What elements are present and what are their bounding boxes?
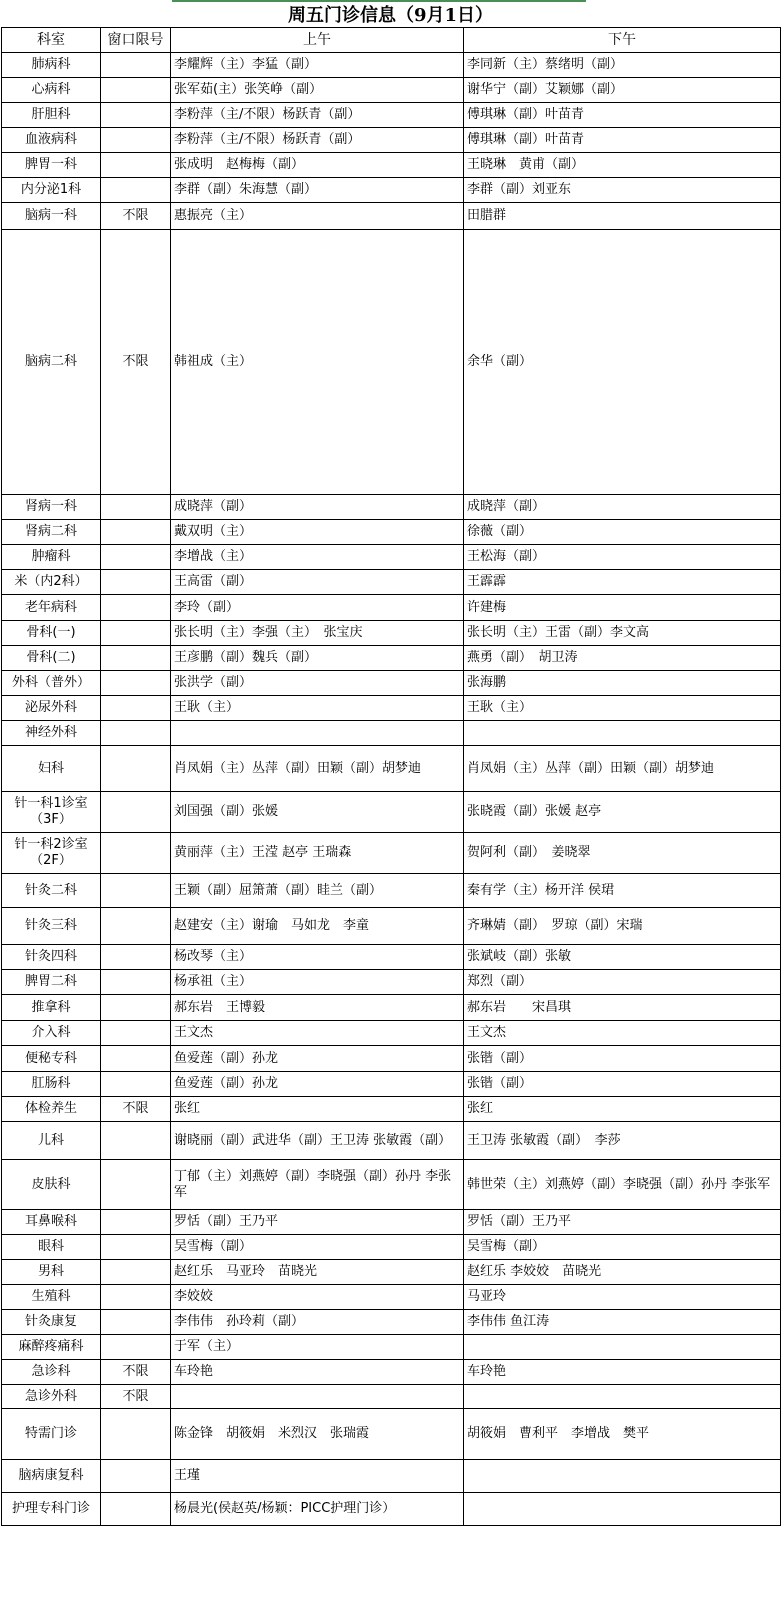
cell-afternoon: 余华（副） bbox=[464, 230, 781, 495]
cell-afternoon: 马亚玲 bbox=[464, 1285, 781, 1310]
cell-window-limit: 不限 bbox=[101, 1360, 171, 1385]
table-row bbox=[2, 1210, 781, 1235]
cell-afternoon: 王卫涛 张敏霞（副） 李莎 bbox=[464, 1122, 781, 1160]
cell-morning: 张长明（主）李强（主） 张宝庆 bbox=[171, 621, 464, 646]
cell-morning: 杨晨光(侯赵英/杨颖：PICC护理门诊） bbox=[171, 1493, 464, 1526]
cell-afternoon: 田腊群 bbox=[464, 203, 781, 230]
cell-window-limit bbox=[101, 1493, 171, 1526]
cell-department: 肛肠科 bbox=[2, 1072, 101, 1097]
cell-department: 护理专科门诊 bbox=[2, 1493, 101, 1526]
cell-department: 内分泌1科 bbox=[2, 178, 101, 203]
cell-morning: 丁郁（主）刘燕婷（副）李晓强（副）孙丹 李张军 bbox=[171, 1160, 464, 1210]
cell-morning: 王文杰 bbox=[171, 1021, 464, 1046]
cell-morning: 车玲艳 bbox=[171, 1360, 464, 1385]
cell-afternoon: 许建梅 bbox=[464, 595, 781, 621]
cell-morning: 鱼爱莲（副）孙龙 bbox=[171, 1072, 464, 1097]
cell-afternoon: 张晓霞（副）张媛 赵亭 bbox=[464, 792, 781, 833]
table-row bbox=[2, 1160, 781, 1210]
cell-department: 老年病科 bbox=[2, 595, 101, 621]
cell-morning: 黄丽萍（主）王滢 赵亭 王瑞森 bbox=[171, 833, 464, 874]
cell-morning: 罗恬（副）王乃平 bbox=[171, 1210, 464, 1235]
cell-afternoon: 肖凤娟（主）丛萍（副）田颖（副）胡梦迪 bbox=[464, 746, 781, 792]
table-row bbox=[2, 78, 781, 103]
cell-morning bbox=[171, 721, 464, 746]
cell-window-limit bbox=[101, 696, 171, 721]
cell-afternoon: 王松海（副） bbox=[464, 545, 781, 570]
header-window-limit: 窗口限号 bbox=[101, 28, 171, 53]
cell-morning: 王高雷（副） bbox=[171, 570, 464, 595]
cell-morning: 肖凤娟（主）丛萍（副）田颖（副）胡梦迪 bbox=[171, 746, 464, 792]
cell-department: 急诊外科 bbox=[2, 1385, 101, 1409]
cell-window-limit bbox=[101, 671, 171, 696]
cell-afternoon: 李伟伟 鱼江涛 bbox=[464, 1310, 781, 1335]
table-row bbox=[2, 1122, 781, 1160]
cell-department: 推拿科 bbox=[2, 995, 101, 1021]
cell-morning: 成晓萍（副） bbox=[171, 495, 464, 520]
table-row bbox=[2, 995, 781, 1021]
cell-afternoon: 王晓琳 黄甫（副） bbox=[464, 153, 781, 178]
cell-afternoon: 秦有学（主）杨开洋 侯珺 bbox=[464, 874, 781, 908]
cell-window-limit bbox=[101, 621, 171, 646]
cell-window-limit bbox=[101, 792, 171, 833]
table-row bbox=[2, 1409, 781, 1460]
table-row bbox=[2, 230, 781, 495]
cell-afternoon: 王霹霹 bbox=[464, 570, 781, 595]
cell-morning: 王彦鹏（副）魏兵（副） bbox=[171, 646, 464, 671]
table-row bbox=[2, 671, 781, 696]
cell-department: 脑病一科 bbox=[2, 203, 101, 230]
cell-afternoon: 傅琪琳（副）叶苗青 bbox=[464, 128, 781, 153]
cell-afternoon: 吴雪梅（副） bbox=[464, 1235, 781, 1260]
table-row bbox=[2, 621, 781, 646]
table-row bbox=[2, 970, 781, 995]
table-row bbox=[2, 1097, 781, 1122]
table-row bbox=[2, 908, 781, 945]
table-row bbox=[2, 520, 781, 545]
table-row bbox=[2, 1072, 781, 1097]
cell-afternoon: 成晓萍（副） bbox=[464, 495, 781, 520]
cell-morning: 谢晓丽（副）武进华（副）王卫涛 张敏霞（副） bbox=[171, 1122, 464, 1160]
table-row bbox=[2, 570, 781, 595]
cell-department: 针一科1诊室（3F） bbox=[2, 792, 101, 833]
cell-morning: 王颖（副）屈箫萧（副）眭兰（副） bbox=[171, 874, 464, 908]
cell-morning: 杨改琴（主） bbox=[171, 945, 464, 970]
cell-afternoon bbox=[464, 1335, 781, 1360]
cell-window-limit bbox=[101, 1335, 171, 1360]
cell-department: 体检养生 bbox=[2, 1097, 101, 1122]
cell-department: 耳鼻喉科 bbox=[2, 1210, 101, 1235]
cell-afternoon: 王文杰 bbox=[464, 1021, 781, 1046]
cell-department: 肾病一科 bbox=[2, 495, 101, 520]
cell-afternoon bbox=[464, 1385, 781, 1409]
page-title: 周五门诊信息（9月1日） bbox=[287, 5, 494, 26]
cell-morning: 陈金锋 胡筱娟 米烈汉 张瑞霞 bbox=[171, 1409, 464, 1460]
cell-department: 泌尿外科 bbox=[2, 696, 101, 721]
table-row bbox=[2, 792, 781, 833]
cell-department: 男科 bbox=[2, 1260, 101, 1285]
cell-afternoon: 燕勇（副） 胡卫涛 bbox=[464, 646, 781, 671]
table-row bbox=[2, 1360, 781, 1385]
cell-department: 脾胃一科 bbox=[2, 153, 101, 178]
cell-window-limit bbox=[101, 970, 171, 995]
cell-department: 针灸二科 bbox=[2, 874, 101, 908]
cell-window-limit bbox=[101, 595, 171, 621]
cell-afternoon: 张锴（副） bbox=[464, 1072, 781, 1097]
table-row bbox=[2, 945, 781, 970]
cell-morning: 李伟伟 孙玲莉（副） bbox=[171, 1310, 464, 1335]
table-row bbox=[2, 1285, 781, 1310]
cell-afternoon: 张斌岐（副）张敏 bbox=[464, 945, 781, 970]
cell-window-limit bbox=[101, 874, 171, 908]
cell-department: 皮肤科 bbox=[2, 1160, 101, 1210]
cell-afternoon: 张红 bbox=[464, 1097, 781, 1122]
cell-window-limit bbox=[101, 570, 171, 595]
cell-morning: 韩祖成（主） bbox=[171, 230, 464, 495]
cell-morning: 张成明 赵梅梅（副） bbox=[171, 153, 464, 178]
table-row bbox=[2, 833, 781, 874]
table-row bbox=[2, 1310, 781, 1335]
cell-morning: 王耿（主） bbox=[171, 696, 464, 721]
header-morning: 上午 bbox=[171, 28, 464, 53]
cell-window-limit: 不限 bbox=[101, 1385, 171, 1409]
cell-morning: 杨承祖（主） bbox=[171, 970, 464, 995]
cell-morning: 惠振亮（主） bbox=[171, 203, 464, 230]
cell-window-limit bbox=[101, 520, 171, 545]
table-row bbox=[2, 595, 781, 621]
cell-afternoon: 张长明（主）王雷（副）李文高 bbox=[464, 621, 781, 646]
cell-department: 针灸四科 bbox=[2, 945, 101, 970]
cell-afternoon: 韩世荣（主）刘燕婷（副）李晓强（副）孙丹 李张军 bbox=[464, 1160, 781, 1210]
cell-department: 针灸康复 bbox=[2, 1310, 101, 1335]
cell-window-limit bbox=[101, 721, 171, 746]
cell-department: 脑病康复科 bbox=[2, 1460, 101, 1493]
cell-window-limit bbox=[101, 1260, 171, 1285]
cell-window-limit bbox=[101, 1460, 171, 1493]
cell-morning: 赵红乐 马亚玲 苗晓光 bbox=[171, 1260, 464, 1285]
cell-department: 骨科(一) bbox=[2, 621, 101, 646]
cell-afternoon bbox=[464, 721, 781, 746]
table-row bbox=[2, 1335, 781, 1360]
table-row bbox=[2, 1493, 781, 1526]
cell-afternoon: 罗恬（副）王乃平 bbox=[464, 1210, 781, 1235]
cell-department: 儿科 bbox=[2, 1122, 101, 1160]
table-row bbox=[2, 153, 781, 178]
cell-window-limit bbox=[101, 646, 171, 671]
cell-window-limit bbox=[101, 833, 171, 874]
table-row bbox=[2, 1021, 781, 1046]
cell-afternoon: 胡筱娟 曹利平 李增战 樊平 bbox=[464, 1409, 781, 1460]
cell-window-limit bbox=[101, 1310, 171, 1335]
cell-department: 脑病二科 bbox=[2, 230, 101, 495]
cell-afternoon: 郝东岩 宋昌琪 bbox=[464, 995, 781, 1021]
cell-window-limit bbox=[101, 945, 171, 970]
cell-morning: 李群（副）朱海慧（副） bbox=[171, 178, 464, 203]
cell-morning: 吴雪梅（副） bbox=[171, 1235, 464, 1260]
cell-department: 米（内2科） bbox=[2, 570, 101, 595]
cell-window-limit bbox=[101, 908, 171, 945]
cell-morning: 戴双明（主） bbox=[171, 520, 464, 545]
table-row bbox=[2, 203, 781, 230]
cell-department: 血液病科 bbox=[2, 128, 101, 153]
cell-window-limit bbox=[101, 1046, 171, 1072]
table-body bbox=[2, 53, 781, 1526]
table-row bbox=[2, 696, 781, 721]
cell-window-limit bbox=[101, 103, 171, 128]
table-row bbox=[2, 1460, 781, 1493]
cell-morning: 王瑾 bbox=[171, 1460, 464, 1493]
table-header-row bbox=[2, 28, 781, 53]
cell-window-limit bbox=[101, 995, 171, 1021]
cell-afternoon: 张海鹏 bbox=[464, 671, 781, 696]
cell-department: 肺病科 bbox=[2, 53, 101, 78]
table-row bbox=[2, 178, 781, 203]
cell-morning: 赵建安（主）谢瑜 马如龙 李童 bbox=[171, 908, 464, 945]
cell-morning bbox=[171, 1385, 464, 1409]
table-row bbox=[2, 103, 781, 128]
cell-afternoon: 李同新（主）蔡绪明（副） bbox=[464, 53, 781, 78]
cell-afternoon: 傅琪琳（副）叶苗青 bbox=[464, 103, 781, 128]
table-row bbox=[2, 721, 781, 746]
cell-morning: 刘国强（副）张媛 bbox=[171, 792, 464, 833]
cell-window-limit bbox=[101, 1122, 171, 1160]
cell-department: 外科（普外） bbox=[2, 671, 101, 696]
cell-window-limit bbox=[101, 1160, 171, 1210]
cell-department: 介入科 bbox=[2, 1021, 101, 1046]
cell-morning: 李耀辉（主）李猛（副） bbox=[171, 53, 464, 78]
cell-window-limit bbox=[101, 1210, 171, 1235]
cell-morning: 李增战（主） bbox=[171, 545, 464, 570]
clinic-schedule-table bbox=[1, 27, 781, 1526]
cell-afternoon: 王耿（主） bbox=[464, 696, 781, 721]
cell-afternoon: 车玲艳 bbox=[464, 1360, 781, 1385]
cell-morning: 李姣姣 bbox=[171, 1285, 464, 1310]
cell-window-limit bbox=[101, 153, 171, 178]
cell-afternoon: 齐琳婧（副） 罗琼（副）宋瑞 bbox=[464, 908, 781, 945]
table-row bbox=[2, 53, 781, 78]
cell-window-limit bbox=[101, 78, 171, 103]
cell-department: 脾胃二科 bbox=[2, 970, 101, 995]
table-row bbox=[2, 495, 781, 520]
table-row bbox=[2, 646, 781, 671]
cell-window-limit bbox=[101, 53, 171, 78]
cell-afternoon: 赵红乐 李姣姣 苗晓光 bbox=[464, 1260, 781, 1285]
cell-department: 神经外科 bbox=[2, 721, 101, 746]
cell-department: 麻醉疼痛科 bbox=[2, 1335, 101, 1360]
cell-window-limit: 不限 bbox=[101, 1097, 171, 1122]
cell-window-limit bbox=[101, 1072, 171, 1097]
cell-morning: 李粉萍（主/不限）杨跃青（副） bbox=[171, 128, 464, 153]
table-row bbox=[2, 874, 781, 908]
cell-department: 便秘专科 bbox=[2, 1046, 101, 1072]
cell-afternoon: 李群（副）刘亚东 bbox=[464, 178, 781, 203]
cell-window-limit bbox=[101, 1235, 171, 1260]
cell-window-limit bbox=[101, 1021, 171, 1046]
cell-window-limit bbox=[101, 1409, 171, 1460]
cell-window-limit bbox=[101, 545, 171, 570]
cell-morning: 鱼爱莲（副）孙龙 bbox=[171, 1046, 464, 1072]
cell-afternoon bbox=[464, 1460, 781, 1493]
cell-window-limit bbox=[101, 1285, 171, 1310]
cell-department: 急诊科 bbox=[2, 1360, 101, 1385]
cell-window-limit bbox=[101, 746, 171, 792]
cell-department: 眼科 bbox=[2, 1235, 101, 1260]
cell-window-limit bbox=[101, 495, 171, 520]
cell-morning: 于军（主） bbox=[171, 1335, 464, 1360]
cell-afternoon: 徐薇（副） bbox=[464, 520, 781, 545]
cell-morning: 张洪学（副） bbox=[171, 671, 464, 696]
cell-department: 肝胆科 bbox=[2, 103, 101, 128]
table-row bbox=[2, 1235, 781, 1260]
cell-department: 针一科2诊室（2F） bbox=[2, 833, 101, 874]
cell-afternoon: 谢华宁（副）艾颖娜（副） bbox=[464, 78, 781, 103]
table-row bbox=[2, 1385, 781, 1409]
cell-afternoon: 张锴（副） bbox=[464, 1046, 781, 1072]
cell-department: 肾病二科 bbox=[2, 520, 101, 545]
cell-department: 妇科 bbox=[2, 746, 101, 792]
cell-afternoon: 郑烈（副） bbox=[464, 970, 781, 995]
table-row bbox=[2, 1260, 781, 1285]
cell-morning: 张红 bbox=[171, 1097, 464, 1122]
header-department: 科室 bbox=[2, 28, 101, 53]
cell-afternoon bbox=[464, 1493, 781, 1526]
table-row bbox=[2, 746, 781, 792]
cell-afternoon: 贺阿利（副） 姜晓翠 bbox=[464, 833, 781, 874]
cell-department: 骨科(二) bbox=[2, 646, 101, 671]
cell-morning: 李玲（副） bbox=[171, 595, 464, 621]
cell-window-limit bbox=[101, 178, 171, 203]
header-afternoon: 下午 bbox=[464, 28, 781, 53]
cell-morning: 张军茹(主）张笑峥（副） bbox=[171, 78, 464, 103]
cell-window-limit bbox=[101, 128, 171, 153]
cell-window-limit: 不限 bbox=[101, 203, 171, 230]
cell-morning: 李粉萍（主/不限）杨跃青（副） bbox=[171, 103, 464, 128]
cell-department: 针灸三科 bbox=[2, 908, 101, 945]
cell-department: 特需门诊 bbox=[2, 1409, 101, 1460]
cell-window-limit: 不限 bbox=[101, 230, 171, 495]
cell-department: 心病科 bbox=[2, 78, 101, 103]
cell-department: 生殖科 bbox=[2, 1285, 101, 1310]
table-row bbox=[2, 128, 781, 153]
table-row bbox=[2, 1046, 781, 1072]
cell-department: 肿瘤科 bbox=[2, 545, 101, 570]
cell-morning: 郝东岩 王博毅 bbox=[171, 995, 464, 1021]
table-row bbox=[2, 545, 781, 570]
